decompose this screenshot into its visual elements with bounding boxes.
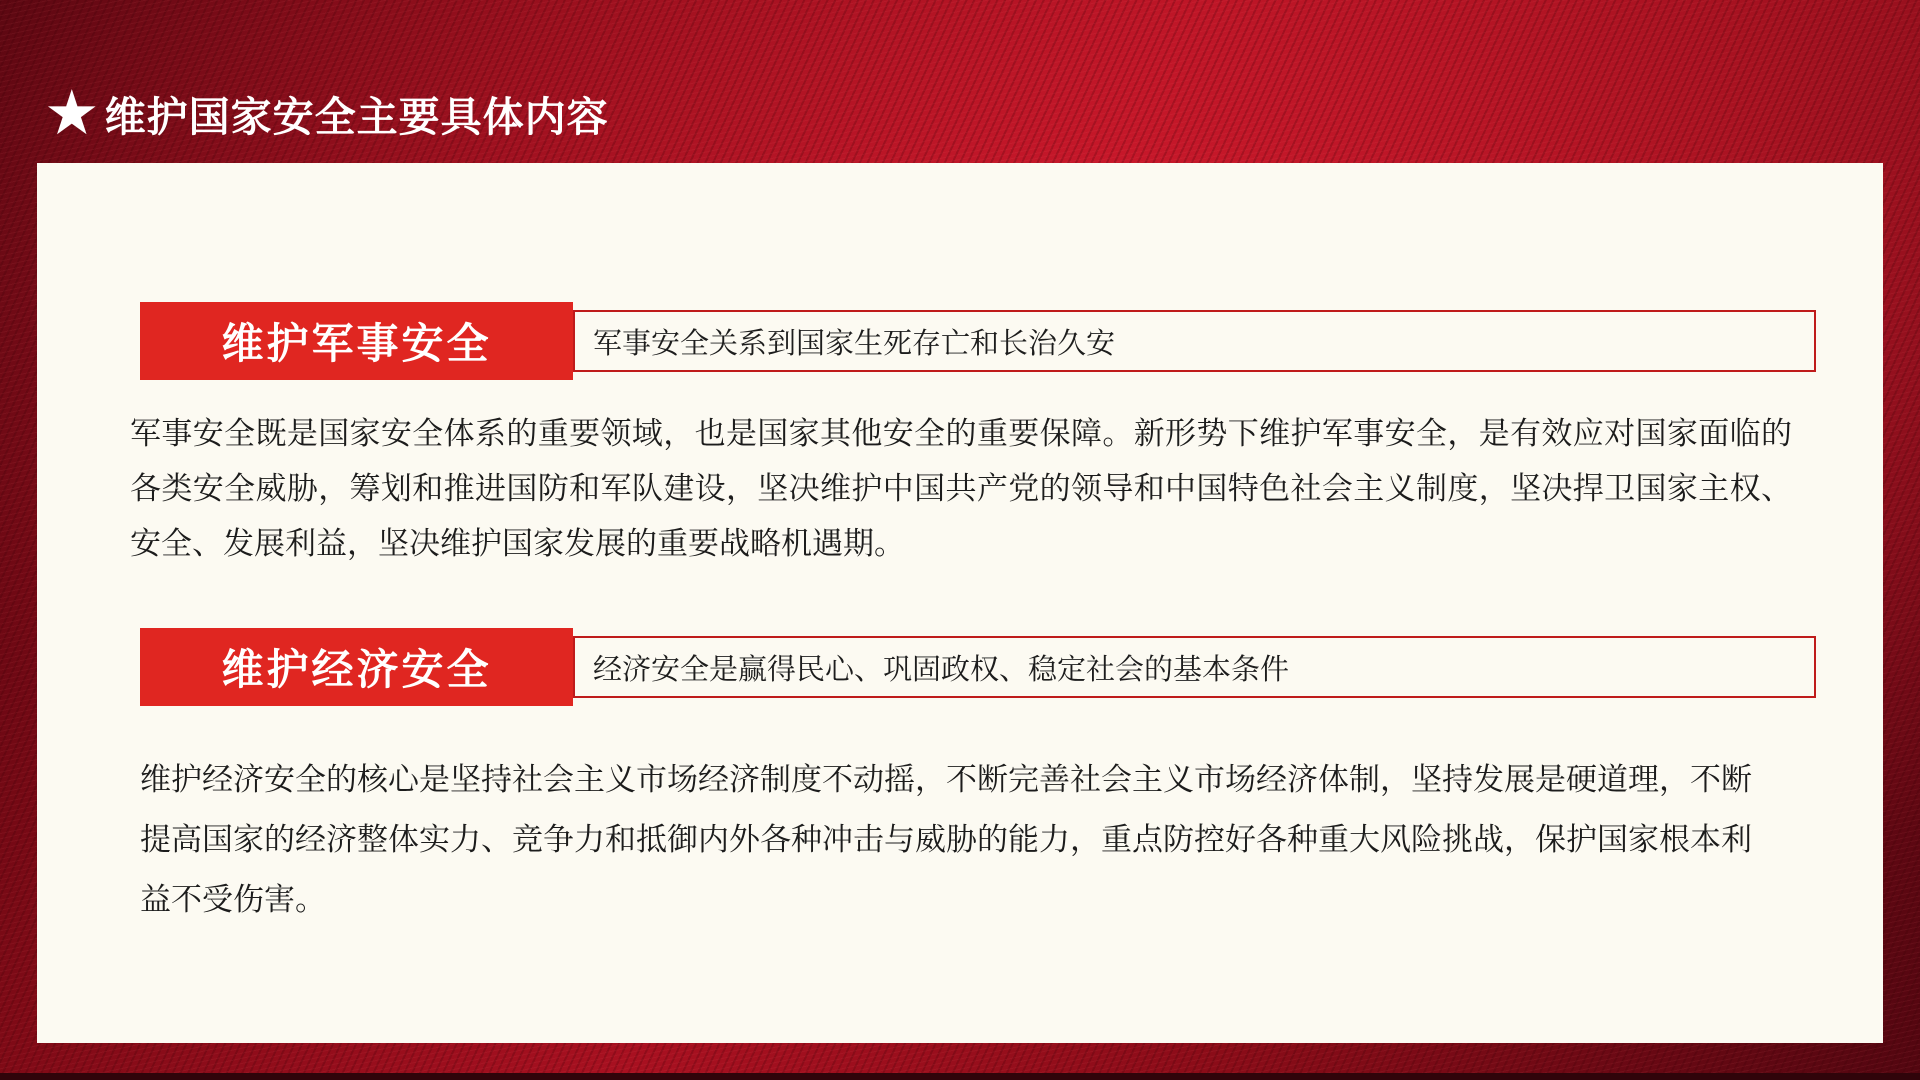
- section-economic-security: [140, 628, 1816, 930]
- section-economic-subtitle-label: 经济安全是赢得民心、巩固政权、稳定社会的基本条件: [593, 653, 1290, 686]
- section-economic-heading-label: 维护经济安全: [221, 646, 492, 693]
- section-economic-body-text: 维护经济安全的核心是坚持社会主义市场经济制度不动摇，不断完善社会主义市场经济体制，坚持发展是硬道理，不断提高国家的经济整体实力、竞争力和抵御内外各种冲击与威胁的能力，重点防控好各种重大风险挑战，保护国家根本利益不受伤害。: [140, 762, 1752, 917]
- section-economic-header: [140, 628, 1816, 706]
- section-economic-subtitle-box: [573, 636, 1816, 698]
- star-icon: ★: [44, 78, 100, 148]
- slide-header: [44, 78, 609, 148]
- section-military-subtitle-box: [573, 310, 1816, 372]
- section-military-security: [130, 302, 1816, 571]
- section-military-body-text: 军事安全既是国家安全体系的重要领域，也是国家其他安全的重要保障。新形势下维护军事安全，是有效应对国家面临的各类安全威胁，筹划和推进国防和军队建设，坚决维护中国共产党的领导和中国特色社会主义制度，坚决捍卫国家主权、安全、发展利益，坚决维护国家发展的重要战略机遇期。: [130, 416, 1792, 561]
- content-card: [37, 163, 1883, 1043]
- page-title: 维护国家安全主要具体内容: [104, 94, 609, 140]
- bottom-border-strip: [0, 1073, 1920, 1080]
- section-military-heading-badge: [140, 302, 573, 380]
- section-military-heading-label: 维护军事安全: [221, 320, 492, 367]
- section-economic-heading-badge: [140, 628, 573, 706]
- section-military-header: [140, 302, 1816, 380]
- section-military-subtitle-label: 军事安全关系到国家生死存亡和长治久安: [593, 327, 1116, 360]
